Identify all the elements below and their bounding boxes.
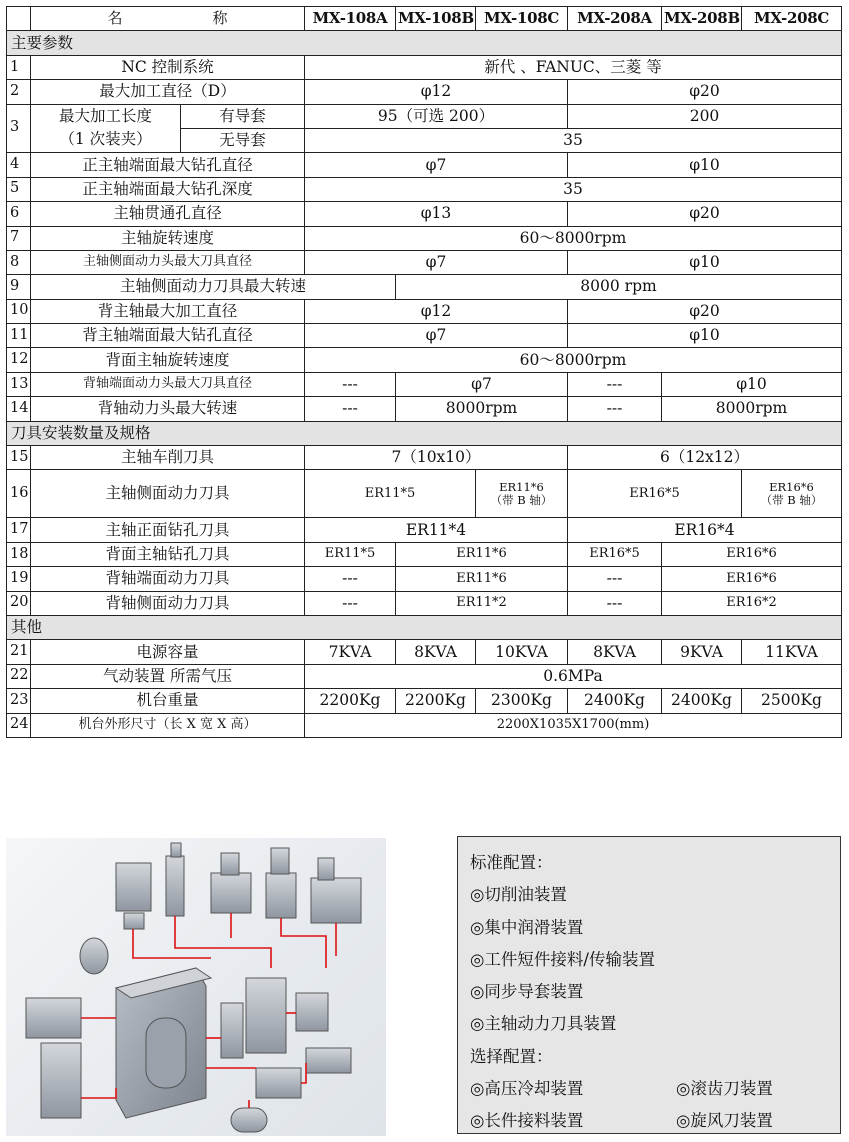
- table-row: 21 电源容量 7KVA 8KVA 10KVA 8KVA 9KVA 11KVA: [7, 640, 842, 664]
- header-name: 名 称: [31, 7, 305, 31]
- table-row: 1 NC 控制系统 新代 、FANUC、三菱 等: [7, 55, 842, 79]
- row-value: 2200X1035X1700(mm): [305, 713, 842, 737]
- row-label: 背面主轴钻孔刀具: [31, 542, 305, 566]
- model-mx108b: MX-108B: [396, 7, 476, 31]
- row-value: φ20: [568, 80, 842, 104]
- table-row: 10 背主轴最大加工直径 φ12 φ20: [7, 299, 842, 323]
- row-value: 8000 rpm: [396, 275, 842, 299]
- row-value: 11KVA: [742, 640, 842, 664]
- header-row: [7, 7, 842, 31]
- row-label: 电源容量: [31, 640, 305, 664]
- section-row: [7, 615, 842, 639]
- row-label: 主轴侧面动力头最大刀具直径: [31, 250, 305, 274]
- table-row: 12 背面主轴旋转速度 60～8000rpm: [7, 348, 842, 372]
- optional-config-title: 选择配置：: [470, 1046, 553, 1066]
- row-value: 200: [568, 104, 842, 128]
- row-value: φ10: [568, 324, 842, 348]
- row-value: 7KVA: [305, 640, 396, 664]
- config-item-pair: [470, 1105, 840, 1137]
- section-main: 主要参数: [7, 31, 842, 55]
- row-value: ER16*6: [662, 567, 842, 591]
- row-value: 8000rpm: [662, 397, 842, 421]
- config-item: ◎集中润滑装置: [470, 917, 584, 937]
- config-item: ◎同步导套装置: [470, 982, 584, 1002]
- config-item: ◎工件短件接料/传输装置: [470, 949, 655, 969]
- row-value: ER16*5: [568, 542, 662, 566]
- row-value: ER11*5: [305, 542, 396, 566]
- row-label: 主轴侧面动力刀具最大转速: [31, 275, 396, 299]
- row-label: 背面主轴旋转速度: [31, 348, 305, 372]
- row-value: ER16*6 （带 B 轴）: [742, 470, 842, 518]
- row-sublabel: 有导套: [181, 104, 305, 128]
- table-row: 23 机台重量 2200Kg 2200Kg 2300Kg 2400Kg 2400Kg 2500Kg: [7, 689, 842, 713]
- row-value: 0.6MPa: [305, 664, 842, 688]
- config-item: ◎滚齿刀装置: [676, 1079, 773, 1099]
- tooling-exploded-view: [6, 838, 386, 1136]
- row-value: φ20: [568, 299, 842, 323]
- table-row: 24 机台外形尺寸（长 X 宽 X 高） 2200X1035X1700(mm): [7, 713, 842, 737]
- row-value: ER11*6: [396, 567, 568, 591]
- table-row: 20 背轴侧面动力刀具 --- ER11*2 --- ER16*2: [7, 591, 842, 615]
- row-value: φ10: [568, 153, 842, 177]
- row-value: φ7: [305, 324, 568, 348]
- row-value: ER11*2: [396, 591, 568, 615]
- row-label: 背主轴最大加工直径: [31, 299, 305, 323]
- table-row: 11 背主轴端面最大钻孔直径 φ7 φ10: [7, 324, 842, 348]
- row-label: 主轴侧面动力刀具: [31, 470, 305, 518]
- tooling-illustration: [6, 838, 386, 1136]
- row-value: φ7: [305, 250, 568, 274]
- row-value: φ7: [396, 372, 568, 396]
- row-label: 主轴车削刀具: [31, 446, 305, 470]
- row-value: 95（可选 200）: [305, 104, 568, 128]
- row-label: 最大加工直径（D）: [31, 80, 305, 104]
- row-value: ER16*2: [662, 591, 842, 615]
- row-label: NC 控制系统: [31, 55, 305, 79]
- section-row: [7, 31, 842, 55]
- row-value: 2400Kg: [568, 689, 662, 713]
- row-value: φ10: [662, 372, 842, 396]
- row-value: φ7: [305, 153, 568, 177]
- config-item: ◎主轴动力刀具装置: [470, 1014, 617, 1034]
- row-label: 背轴端面动力头最大刀具直径: [31, 372, 305, 396]
- header-num: [7, 7, 31, 31]
- row-sublabel: 无导套: [181, 128, 305, 152]
- row-value: ---: [568, 397, 662, 421]
- row-value: 8KVA: [396, 640, 476, 664]
- table-row: 22 气动装置 所需气压 0.6MPa: [7, 664, 842, 688]
- section-tools: 刀具安装数量及规格: [7, 421, 842, 445]
- row-value: 2300Kg: [476, 689, 568, 713]
- row-value: ---: [305, 397, 396, 421]
- row-value: ER11*5: [305, 470, 476, 518]
- row-value: 8000rpm: [396, 397, 568, 421]
- config-item: ◎高压冷却装置: [470, 1079, 584, 1099]
- table-row: 15 主轴车削刀具 7（10x10） 6（12x12）: [7, 446, 842, 470]
- row-value: ---: [305, 567, 396, 591]
- table-row: 6 主轴贯通孔直径 φ13 φ20: [7, 202, 842, 226]
- row-value: 2200Kg: [305, 689, 396, 713]
- row-value: 10KVA: [476, 640, 568, 664]
- config-item-pair: [470, 1073, 840, 1105]
- row-value: ER16*5: [568, 470, 742, 518]
- table-row: 18 背面主轴钻孔刀具 ER11*5 ER11*6 ER16*5 ER16*6: [7, 542, 842, 566]
- row-label: 最大加工长度 （1 次装夹）: [31, 104, 181, 153]
- row-value: ---: [305, 372, 396, 396]
- row-label: 主轴旋转速度: [31, 226, 305, 250]
- row-label: 机台重量: [31, 689, 305, 713]
- row-label: 正主轴端面最大钻孔直径: [31, 153, 305, 177]
- table-row: 19 背轴端面动力刀具 --- ER11*6 --- ER16*6: [7, 567, 842, 591]
- model-mx208c: MX-208C: [742, 7, 842, 31]
- table-row: 3 最大加工长度 （1 次装夹） 有导套 95（可选 200） 200: [7, 104, 842, 128]
- table-row: 5 正主轴端面最大钻孔深度 35: [7, 177, 842, 201]
- row-value: 新代 、FANUC、三菱 等: [305, 55, 842, 79]
- table-row: 7 主轴旋转速度 60～8000rpm: [7, 226, 842, 250]
- row-value: ER11*4: [305, 518, 568, 542]
- table-row: 16 主轴侧面动力刀具 ER11*5 ER11*6 （带 B 轴） ER16*5 ER16*6 （带 B 轴）: [7, 470, 842, 518]
- row-label: 主轴贯通孔直径: [31, 202, 305, 226]
- row-value: 9KVA: [662, 640, 742, 664]
- row-value: 2400Kg: [662, 689, 742, 713]
- row-label: 主轴正面钻孔刀具: [31, 518, 305, 542]
- row-label: 背轴端面动力刀具: [31, 567, 305, 591]
- model-mx108a: MX-108A: [305, 7, 396, 31]
- row-value: φ13: [305, 202, 568, 226]
- row-label: 正主轴端面最大钻孔深度: [31, 177, 305, 201]
- table-row: 9 主轴侧面动力刀具最大转速 8000 rpm: [7, 275, 842, 299]
- section-other: 其他: [7, 615, 842, 639]
- row-value: φ12: [305, 299, 568, 323]
- row-value: ER11*6: [396, 542, 568, 566]
- config-item: ◎长件接料装置: [470, 1111, 584, 1131]
- table-row: 17 主轴正面钻孔刀具 ER11*4 ER16*4: [7, 518, 842, 542]
- row-value: 2500Kg: [742, 689, 842, 713]
- table-row: 13 背轴端面动力头最大刀具直径 --- φ7 --- φ10: [7, 372, 842, 396]
- row-label: 机台外形尺寸（长 X 宽 X 高）: [31, 713, 305, 737]
- standard-config-title: 标准配置：: [470, 853, 553, 872]
- config-item: ◎旋风刀装置: [676, 1111, 773, 1131]
- table-row: 8 主轴侧面动力头最大刀具直径 φ7 φ10: [7, 250, 842, 274]
- row-value: φ12: [305, 80, 568, 104]
- row-value: 60～8000rpm: [305, 348, 842, 372]
- row-value: φ10: [568, 250, 842, 274]
- row-label: 背主轴端面最大钻孔直径: [31, 324, 305, 348]
- configuration-box: [457, 836, 841, 1134]
- row-value: ---: [568, 372, 662, 396]
- row-value: 60～8000rpm: [305, 226, 842, 250]
- row-value: ---: [568, 591, 662, 615]
- section-row: [7, 421, 842, 445]
- row-value: 7（10x10）: [305, 446, 568, 470]
- row-value: ---: [568, 567, 662, 591]
- spec-table: [6, 6, 842, 738]
- model-mx208b: MX-208B: [662, 7, 742, 31]
- row-value: 35: [305, 128, 842, 152]
- table-row: 14 背轴动力头最大转速 --- 8000rpm --- 8000rpm: [7, 397, 842, 421]
- model-mx108c: MX-108C: [476, 7, 568, 31]
- row-value: 8KVA: [568, 640, 662, 664]
- row-value: 2200Kg: [396, 689, 476, 713]
- row-value: ---: [305, 591, 396, 615]
- row-value: φ20: [568, 202, 842, 226]
- row-value: 6（12x12）: [568, 446, 842, 470]
- row-value: ER11*6 （带 B 轴）: [476, 470, 568, 518]
- row-value: 35: [305, 177, 842, 201]
- model-mx208a: MX-208A: [568, 7, 662, 31]
- table-row: 2 最大加工直径（D） φ12 φ20: [7, 80, 842, 104]
- table-row: 4 正主轴端面最大钻孔直径 φ7 φ10: [7, 153, 842, 177]
- row-value: ER16*4: [568, 518, 842, 542]
- row-value: ER16*6: [662, 542, 842, 566]
- row-label: 背轴动力头最大转速: [31, 397, 305, 421]
- row-label: 气动装置 所需气压: [31, 664, 305, 688]
- config-item: ◎切削油装置: [470, 885, 567, 905]
- row-label: 背轴侧面动力刀具: [31, 591, 305, 615]
